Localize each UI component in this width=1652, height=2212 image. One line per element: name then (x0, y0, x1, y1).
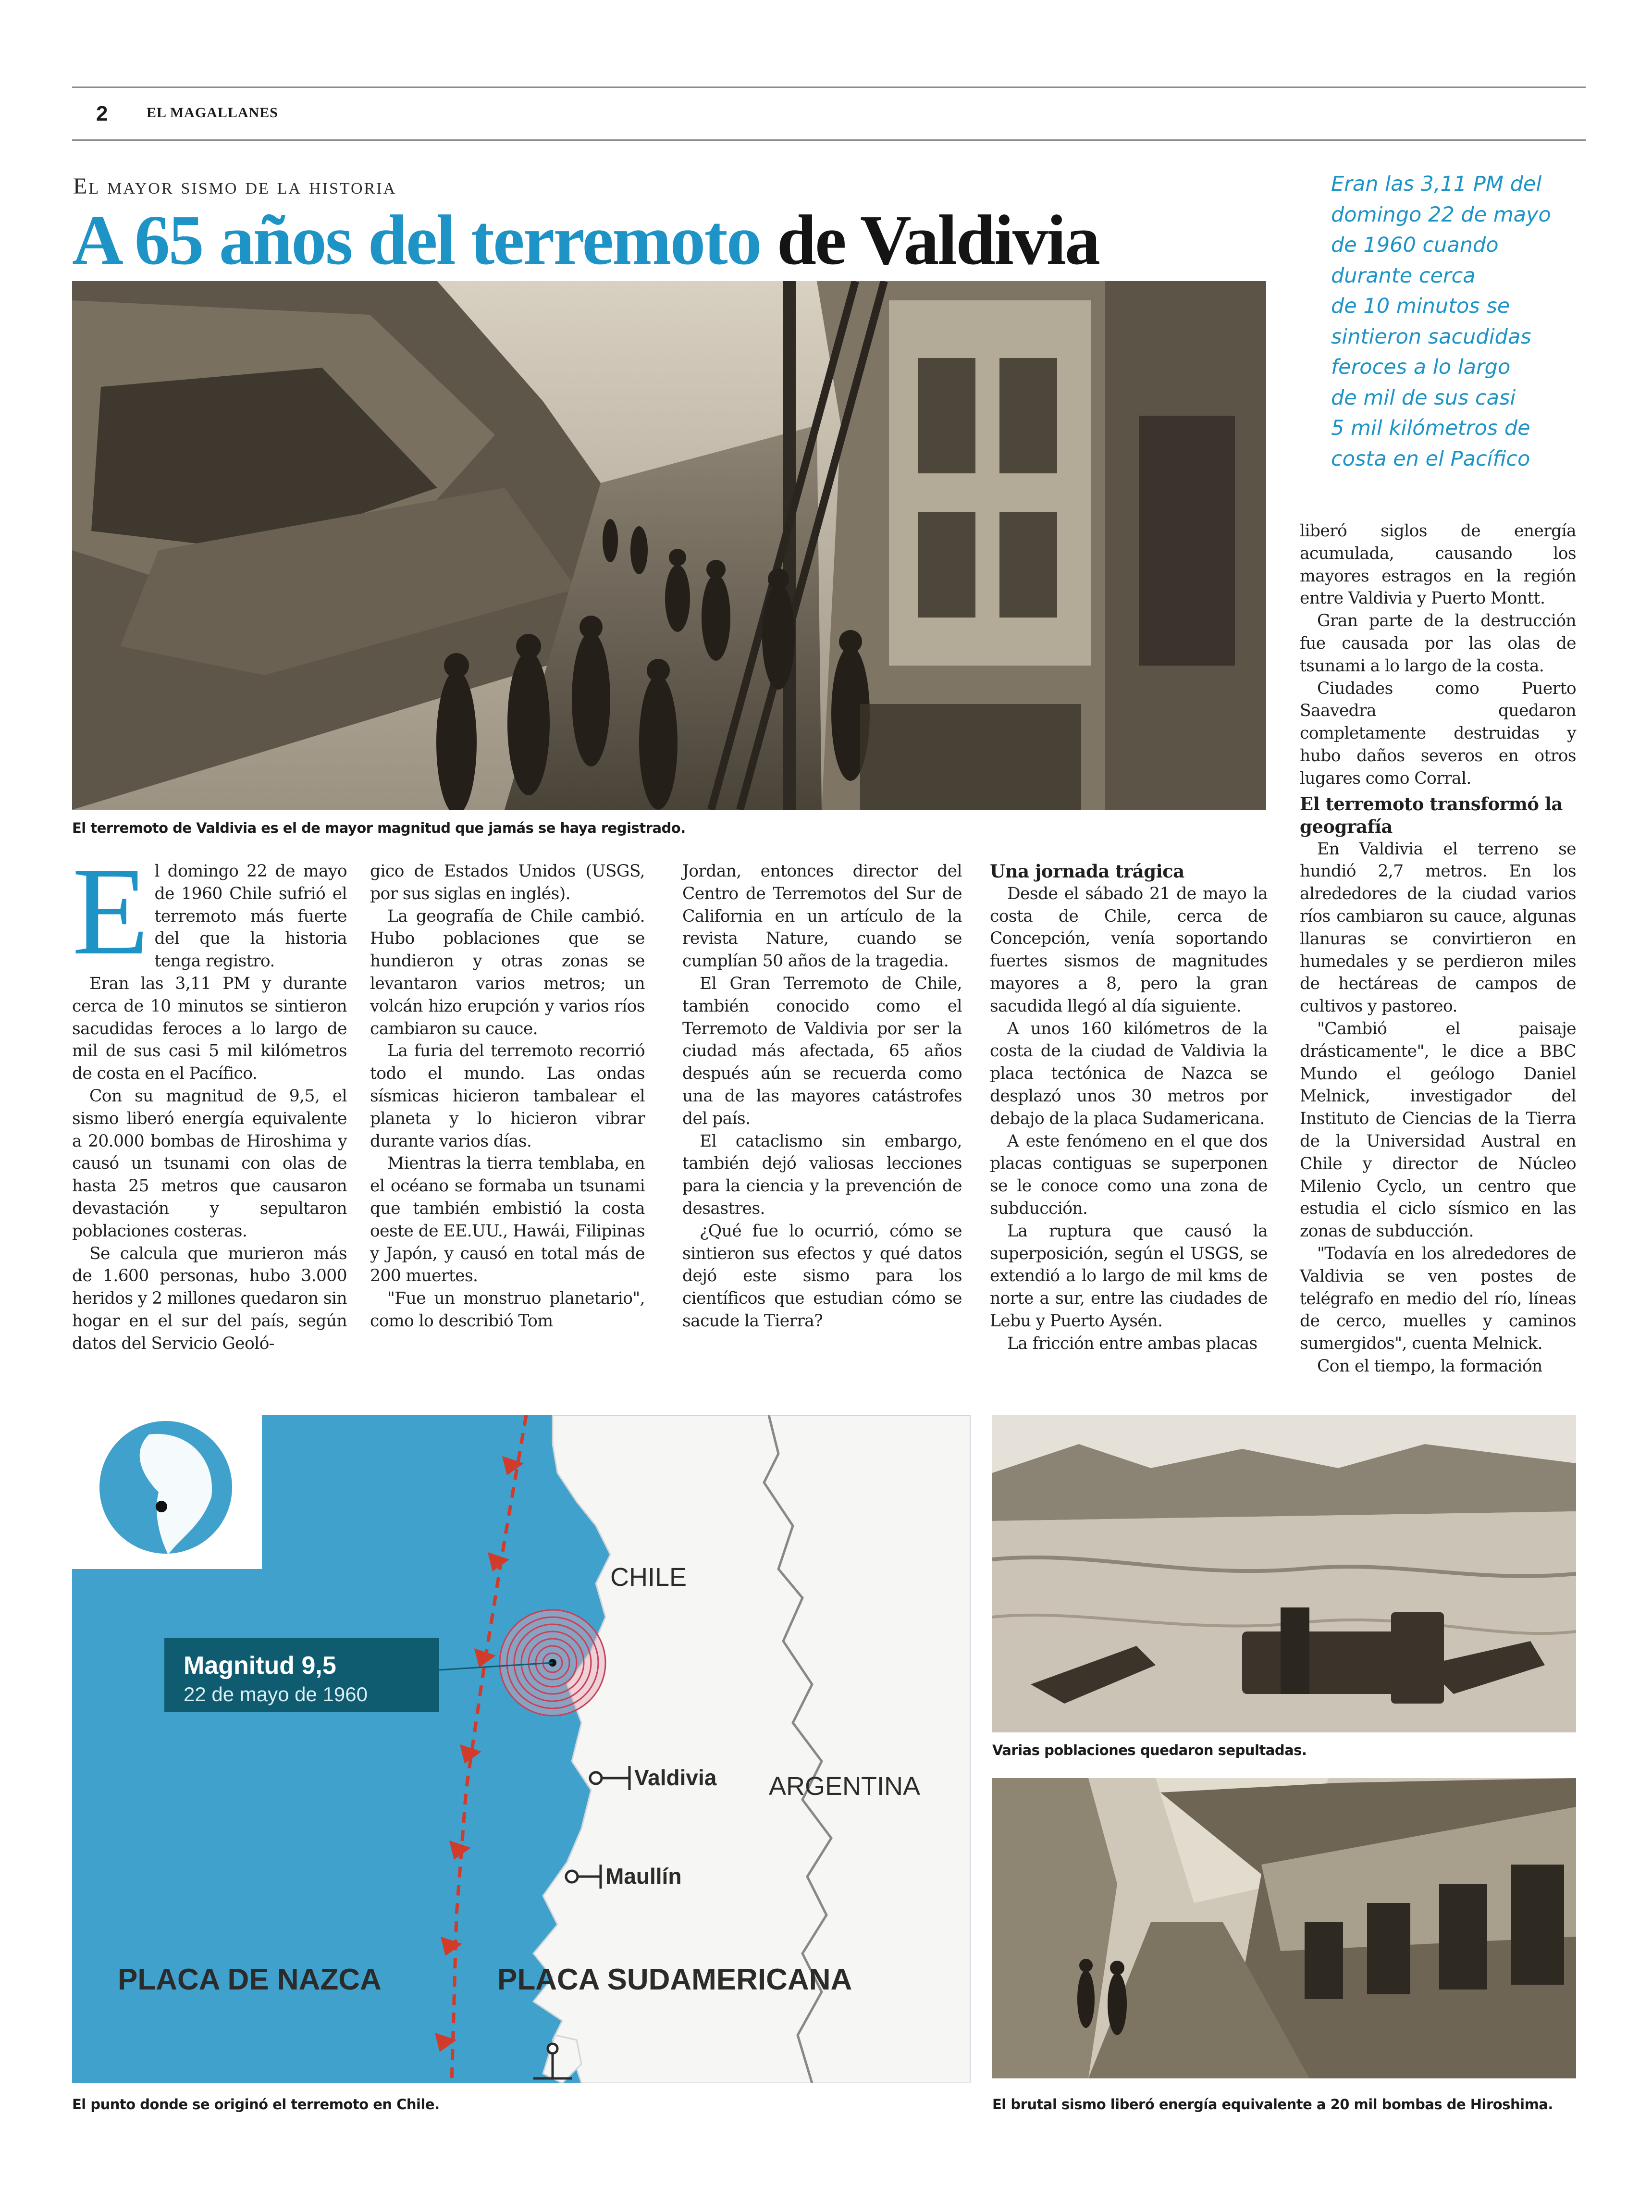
paragraph: Con el tiempo, la formación (1317, 1356, 1542, 1376)
paragraph: l domingo 22 de mayo de 1960 Chile sufrió el terremoto más fuerte del que la historia tenga registro. (154, 862, 347, 971)
paragraph: El cataclismo sin embargo, también dejó valiosas lecciones para la ciencia y la prevención de desastres. (682, 1131, 962, 1218)
paragraph: La ruptura que causó la superposición, según el USGS, se extendió a lo largo de mil kms de norte a sur, entre las ciudades de Lebu y Puerto Aysén. (990, 1221, 1268, 1331)
photo-buried-town (992, 1415, 1576, 1732)
paragraph: ¿Qué fue lo ocurrió, cómo se sintieron sus efectos y qué datos dejó este sismo para los científicos que estudian cómo se sacude la Tierra? (682, 1221, 962, 1331)
pull-quote-line: domingo 22 de mayo (1331, 202, 1551, 227)
article-column-5-top (1300, 520, 1576, 790)
article-column-4 (990, 860, 1268, 1355)
paragraph: "Fue un monstruo planetario", como lo describió Tom (370, 1289, 645, 1331)
label-placa-nazca: PLACA DE NAZCA (118, 1963, 382, 1996)
dropcap-letter: E (72, 841, 149, 981)
pull-quote-line: Eran las 3,11 PM del (1331, 172, 1542, 196)
label-placa-sudamericana: PLACA SUDAMERICANA (497, 1963, 852, 1996)
article-headline (72, 199, 1099, 281)
pull-quote-line: sintieron sacudidas (1331, 324, 1531, 349)
section-subhead: El terremoto transformó la geografía (1300, 793, 1563, 837)
article-kicker: El mayor sismo de la historia (73, 173, 397, 199)
pull-quote-line: de mil de sus casi (1331, 385, 1516, 410)
photo3-caption: El brutal sismo liberó energía equivalente a 20 mil bombas de Hiroshima. (992, 2096, 1553, 2113)
city-valdivia: Valdivia (634, 1765, 717, 1790)
newspaper-name: EL MAGALLANES (147, 105, 278, 121)
pull-quote-line: durante cerca (1331, 263, 1476, 288)
paragraph: Gran parte de la destrucción fue causada por las olas de tsunami a lo largo de la costa. (1300, 611, 1576, 676)
header-top-rule (72, 87, 1586, 88)
paragraph: La geografía de Chile cambió. Hubo poblaciones que se hundieron y otras zonas se levantaron varios metros; un volcán hizo erupción y varios ríos cambiaron su cauce. (370, 906, 645, 1038)
pull-quote-line: feroces a lo largo (1331, 355, 1511, 379)
magnitude-title: Magnitud 9,5 (184, 1652, 336, 1680)
article-column-1 (72, 841, 347, 1355)
paragraph: A unos 160 kilómetros de la costa de la ciudad de Valdivia la placa tectónica de Nazca se desplazó unos 30 metros por debajo de la placa Sudamericana. (990, 1019, 1268, 1128)
label-argentina: ARGENTINA (769, 1772, 921, 1801)
paragraph: La fricción entre ambas placas (1007, 1334, 1257, 1353)
main-photo-valdivia-ruins (72, 281, 1266, 810)
paragraph: "Cambió el paisaje drásticamente", le dice a BBC Mundo el geólogo Daniel Melnick, investigador del Instituto de Ciencias de la Tierra de la Universidad Austral en Chile y director de Núcleo Milenio Cyclo, un centro que estudia el ciclo sísmico en las zonas de subducción. (1300, 1019, 1576, 1241)
article-column-3 (682, 860, 962, 1333)
headline-blue-part: A 65 años del terremoto (72, 201, 761, 280)
earthquake-map (72, 1415, 971, 2083)
article-column-5 (1300, 793, 1576, 1378)
globe-location-dot (156, 1501, 167, 1512)
section-subhead: Una jornada trágica (990, 861, 1184, 882)
paragraph: En Valdivia el terreno se hundió 2,7 metros. En los alrededores de la ciudad varios ríos cambiaron su cauce, algunas llanuras se convirtieron en humedales y se perdieron miles de hectáreas de campos de cultivos y pastoreo. (1300, 839, 1576, 1016)
pull-quote-line: 5 mil kilómetros de (1331, 416, 1530, 440)
photo2-caption: Varias poblaciones quedaron sepultadas. (992, 1742, 1307, 1758)
header-bottom-rule (72, 139, 1586, 141)
paragraph: Jordan, entonces director del Centro de Terremotos del Sur de California en un artículo de la revista Nature, cuando se cumplían 50 años de la tragedia. (682, 862, 962, 971)
headline-black-part: de Valdivia (777, 201, 1099, 280)
paragraph: Se calcula que murieron más de 1.600 personas, hubo 3.000 heridos y 2 millones quedaron sin hogar en el sur del país, según datos del Servicio Geoló- (72, 1244, 347, 1353)
pull-quote-line: costa en el Pacífico (1331, 446, 1530, 471)
paragraph: El Gran Terremoto de Chile, también conocido como el Terremoto de Valdivia por ser la ciudad más afectada, 65 años después aún se recuerda como una de las mayores catástrofes del país. (682, 974, 962, 1128)
city-maullin: Maullín (605, 1864, 682, 1889)
paragraph: liberó siglos de energía acumulada, causando los mayores estragos en la región entre Valdivia y Puerto Montt. (1300, 521, 1576, 608)
pull-quote-line: de 10 minutos se (1331, 294, 1510, 318)
main-photo-caption: El terremoto de Valdivia es el de mayor magnitud que jamás se haya registrado. (72, 820, 686, 836)
paragraph: A este fenómeno en el que dos placas contiguas se superponen se le conoce como una zona de subducción. (990, 1131, 1268, 1218)
article-column-2 (370, 860, 645, 1333)
paragraph: gico de Estados Unidos (USGS, por sus siglas en inglés). (370, 862, 645, 903)
paragraph: Mientras la tierra temblaba, en el océano se formaba un tsunami que también embistió la costa oeste de EE.UU., Hawái, Filipinas y Japón, y causó en total más de 200 muertes. (370, 1154, 645, 1286)
label-chile: CHILE (610, 1563, 687, 1592)
pull-quote-line: de 1960 cuando (1331, 233, 1499, 257)
paragraph: "Todavía en los alrededores de Valdivia se ven postes de telégrafo en medio del río, líneas de cerco, muelles y caminos sumergidos", cuenta Melnick. (1300, 1244, 1576, 1354)
magnitude-date: 22 de mayo de 1960 (184, 1683, 368, 1705)
paragraph: La furia del terremoto recorrió todo el mundo. Las ondas sísmicas hicieron tambalear el planeta y lo hicieron vibrar durante varios días. (370, 1041, 645, 1151)
paragraph: Eran las 3,11 PM y durante cerca de 10 minutos se sintieron sacudidas feroces a lo largo de mil de sus casi 5 mil kilómetros de costa en el Pacífico. (72, 974, 347, 1084)
page-number: 2 (96, 102, 108, 125)
paragraph: Desde el sábado 21 de mayo la costa de Chile, cerca de Concepción, venía soportando fuertes sismos de magnitudes mayores a 8, pero la gran sacudida llegó al día siguiente. (990, 884, 1268, 1016)
photo-damaged-street (992, 1778, 1576, 2078)
map-caption: El punto donde se originó el terremoto en Chile. (72, 2096, 440, 2113)
pull-quote (1331, 169, 1571, 474)
paragraph: Ciudades como Puerto Saavedra quedaron completamente destruidas y hubo daños severos en otros lugares como Corral. (1300, 679, 1576, 788)
paragraph: Con su magnitud de 9,5, el sismo liberó energía equivalente a 20.000 bombas de Hiroshima y causó un tsunami con olas de hasta 25 metros que causaron devastación y sepultaron poblaciones costeras. (72, 1086, 347, 1241)
